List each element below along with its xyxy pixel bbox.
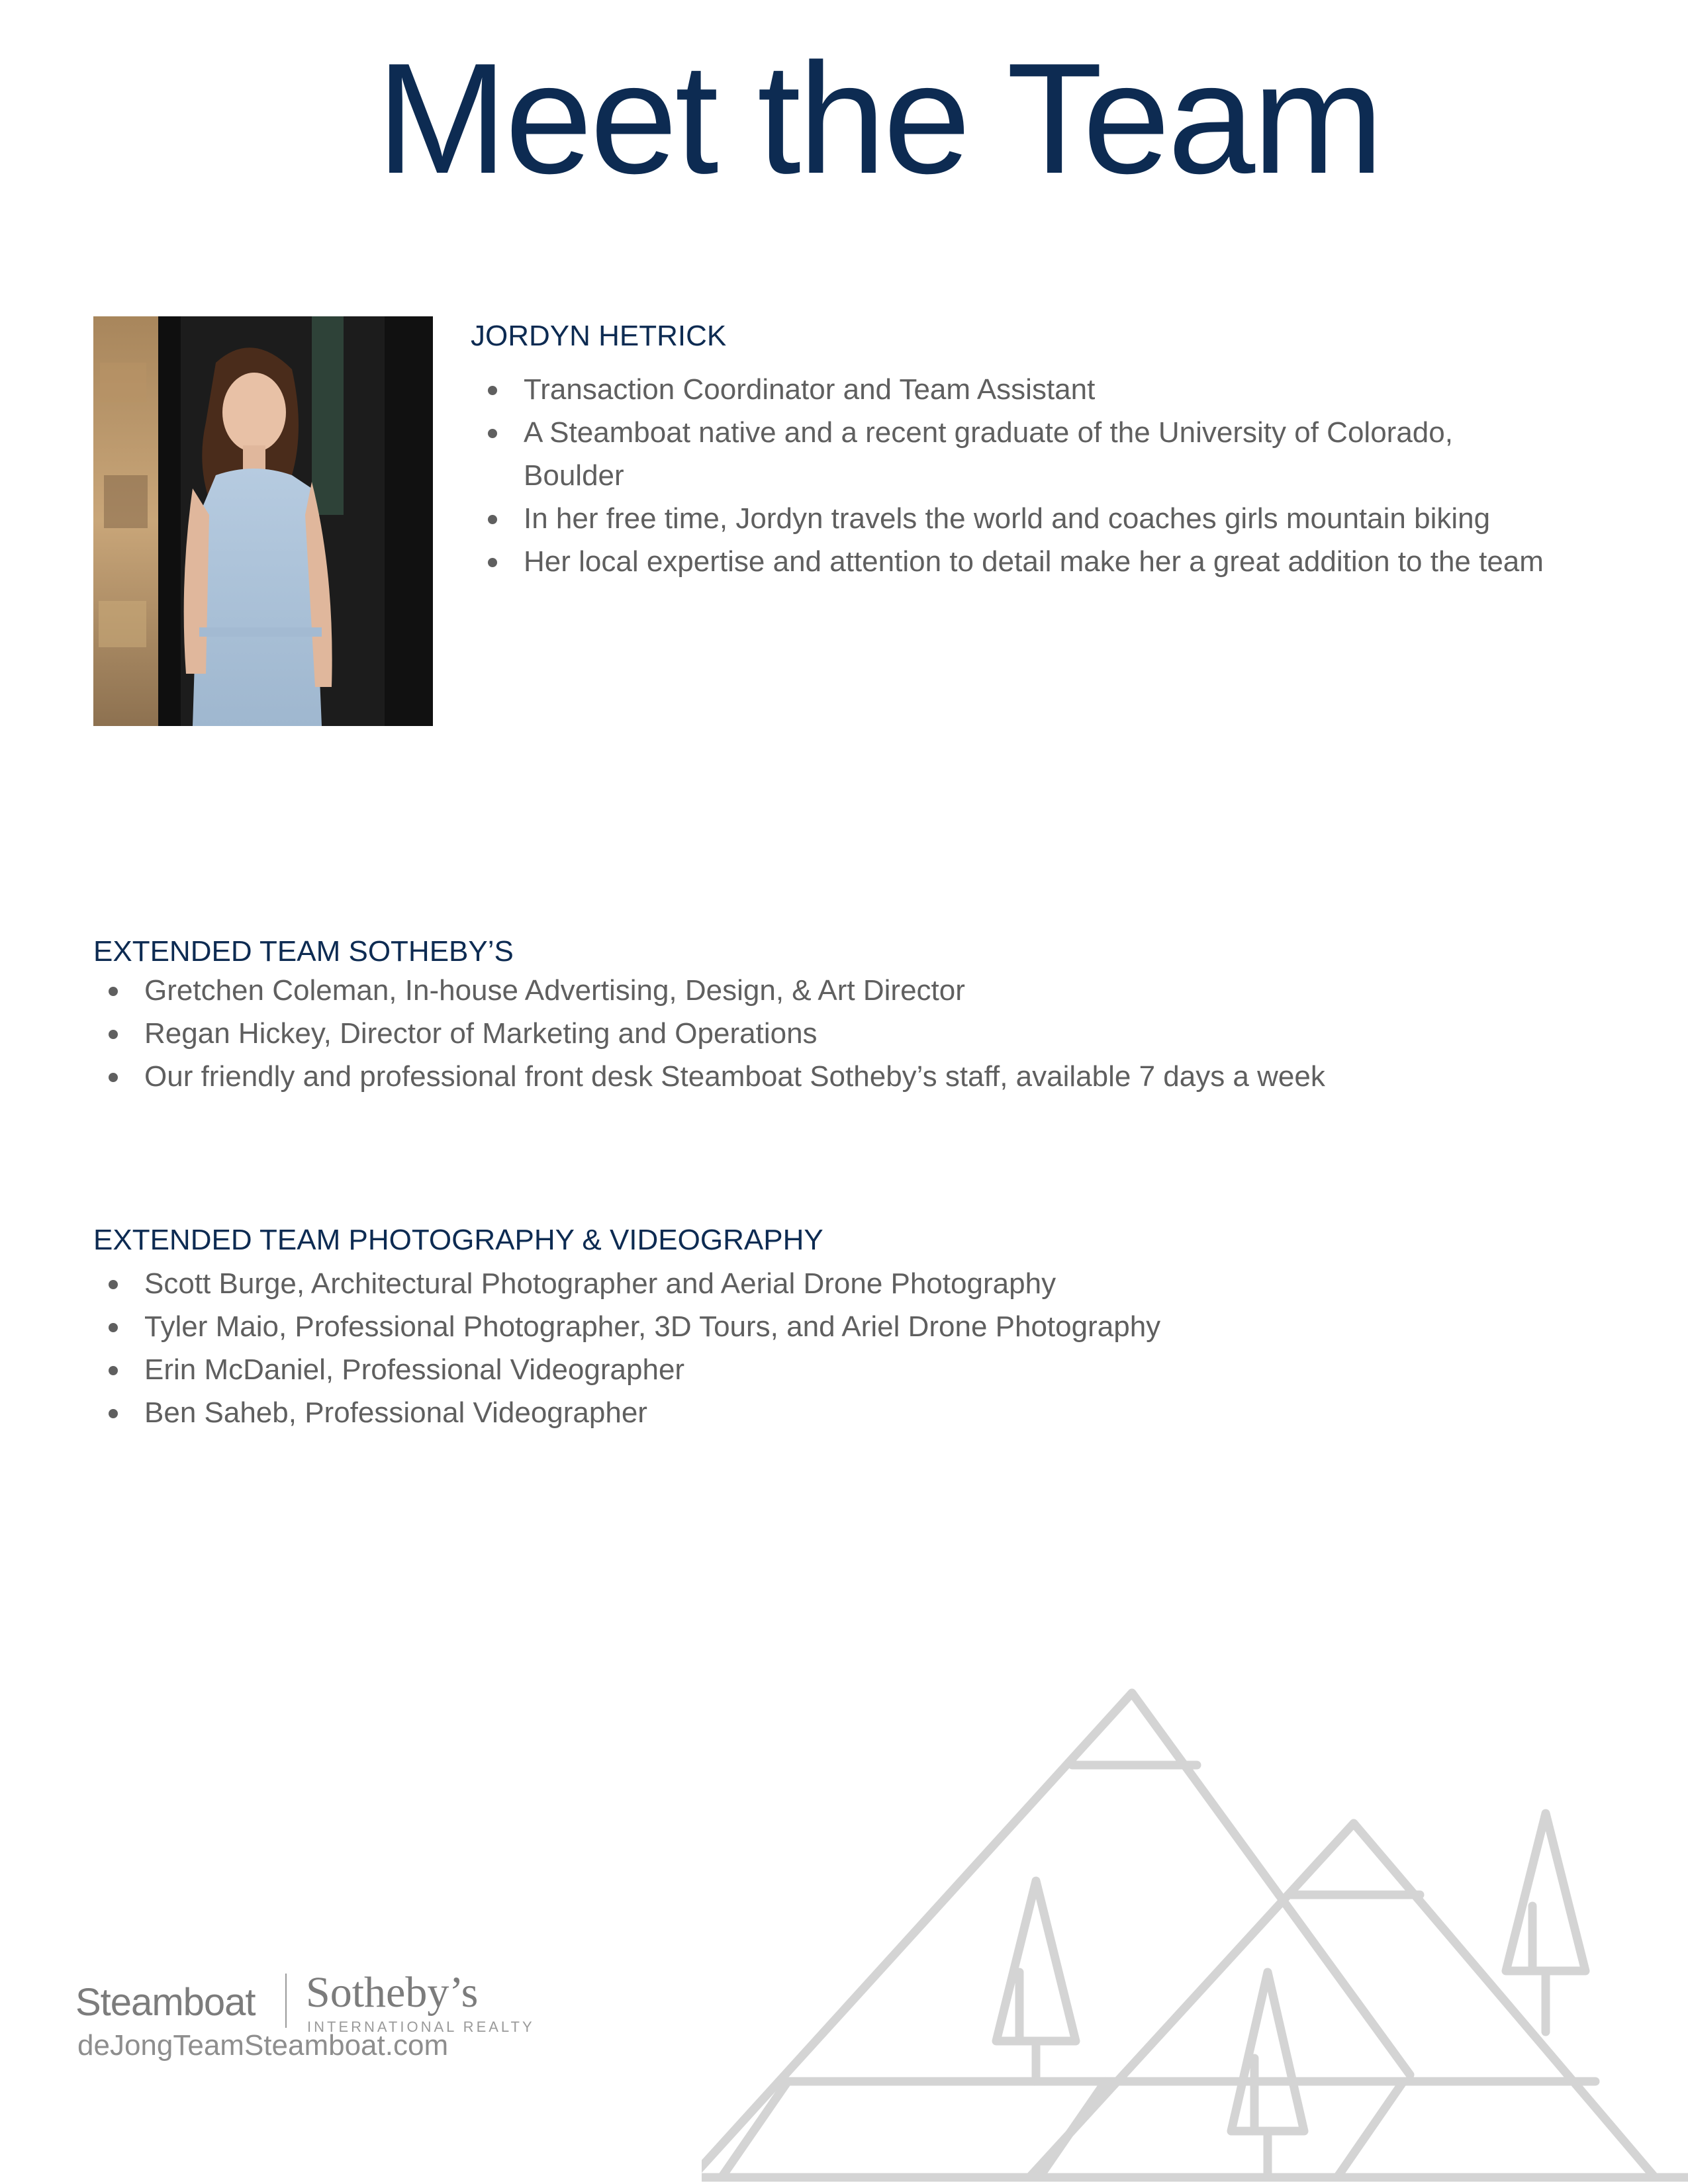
- list-item: Transaction Coordinator and Team Assistant: [473, 368, 1558, 411]
- extended-photo-heading: EXTENDED TEAM PHOTOGRAPHY & VIDEOGRAPHY: [93, 1224, 823, 1256]
- list-item: Scott Burge, Architectural Photographer and Aerial Drone Photography: [93, 1262, 1583, 1305]
- list-item: Erin McDaniel, Professional Videographer: [93, 1348, 1583, 1391]
- extended-sothebys-heading: EXTENDED TEAM SOTHEBY’S: [93, 935, 514, 968]
- mountain-trees-icon: [702, 1688, 1688, 2184]
- list-item: Regan Hickey, Director of Marketing and Operations: [93, 1012, 1583, 1055]
- extended-photo-list: [93, 1262, 1583, 1434]
- list-item: A Steamboat native and a recent graduate of the University of Colorado, Boulder: [473, 411, 1558, 497]
- brand-sothebys-text: Sotheby’s: [306, 1968, 479, 2017]
- brand-subtitle: INTERNATIONAL REALTY: [307, 2019, 535, 2035]
- brand-divider: [285, 1974, 287, 2028]
- member-name: JORDYN HETRICK: [471, 320, 727, 352]
- brand-steamboat-text: Steamboat: [75, 1981, 256, 2024]
- page-title: Meet the Team: [376, 31, 1382, 206]
- member-bullet-list: [473, 368, 1558, 583]
- jordyn-hetrick-photo: [93, 316, 433, 726]
- list-item: Our friendly and professional front desk Steamboat Sotheby’s staff, available 7 days a week: [93, 1055, 1583, 1098]
- list-item: In her free time, Jordyn travels the world and coaches girls mountain biking: [473, 497, 1558, 540]
- list-item: Ben Saheb, Professional Videographer: [93, 1391, 1583, 1434]
- list-item: Gretchen Coleman, In-house Advertising, Design, & Art Director: [93, 969, 1583, 1012]
- list-item: Tyler Maio, Professional Photographer, 3D Tours, and Ariel Drone Photography: [93, 1305, 1583, 1348]
- website-url: deJongTeamSteamboat.com: [77, 2029, 449, 2062]
- extended-sothebys-list: [93, 969, 1583, 1098]
- list-item: Her local expertise and attention to detail make her a great addition to the team: [473, 540, 1558, 583]
